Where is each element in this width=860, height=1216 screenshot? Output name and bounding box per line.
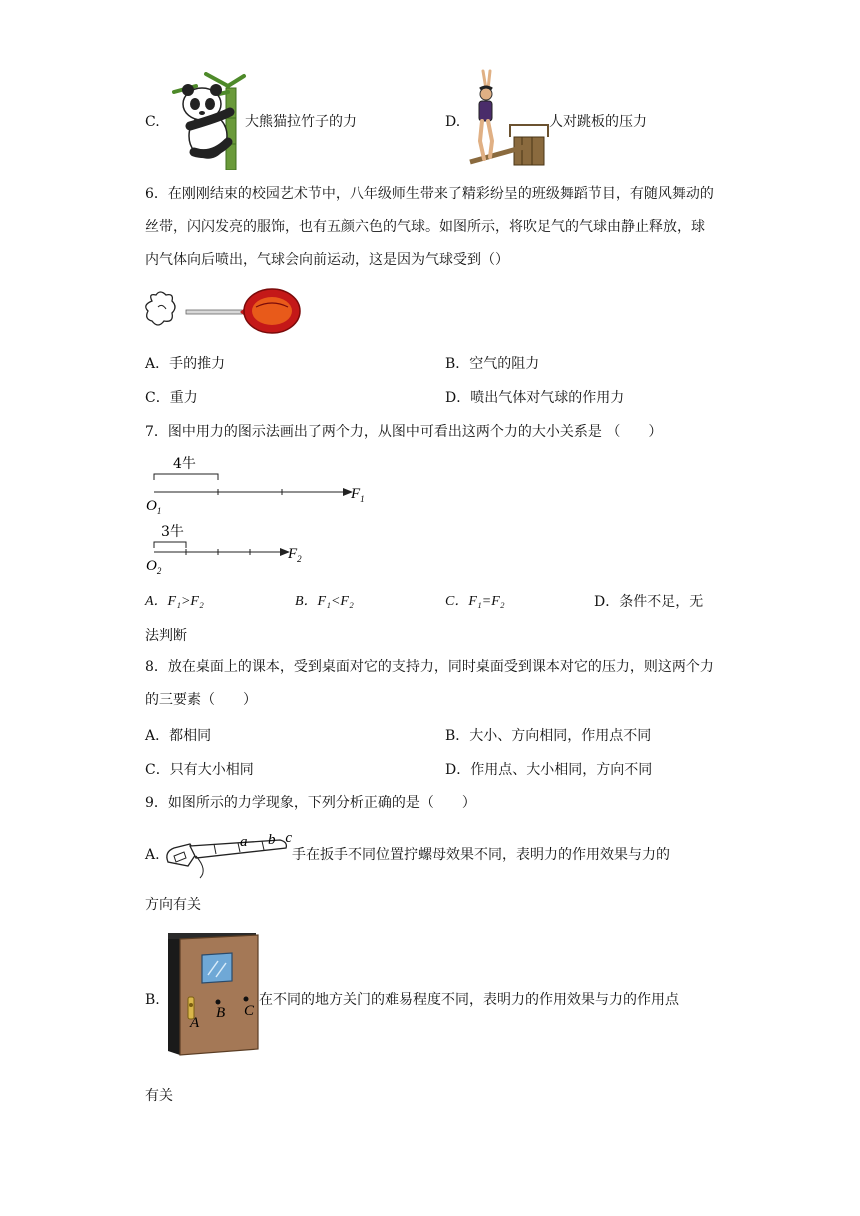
q5-option-c-text: 大熊猫拉竹子的力 <box>245 114 357 130</box>
wrench-label-a: a <box>240 834 248 850</box>
q7-option-a: A．F₁>F₂ <box>145 594 204 609</box>
q6-option-a: A．手的推力 <box>145 356 226 372</box>
q9-option-a-letter: A. <box>145 847 160 863</box>
q6-option-c: C．重力 <box>145 390 198 406</box>
f1-label: $F_1$ <box>351 486 365 504</box>
q5-option-c-letter: C. <box>145 114 160 130</box>
q7-option-c: C．F₁=F₂ <box>445 594 505 609</box>
q5-option-d-text: 人对跳板的压力 <box>549 114 647 130</box>
q9-option-b-text: 在不同的地方关门的难易程度不同，表明力的作用效果与力的作用点 <box>259 992 679 1008</box>
o1-label: $O_1$ <box>146 498 162 516</box>
q9-stem: 9．如图所示的力学现象，下列分析正确的是（ ） <box>145 795 476 811</box>
balloon-figure <box>142 287 302 337</box>
diver-springboard-figure <box>466 67 550 167</box>
q9-option-b-letter: B. <box>145 992 160 1008</box>
q5-option-d-letter: D. <box>445 114 461 130</box>
o2-label: $O_2$ <box>146 558 162 576</box>
force-diagram-figure <box>140 450 380 585</box>
f1-scale-label: 4牛 <box>173 456 196 472</box>
q7-option-d: D．条件不足，无 <box>594 594 704 610</box>
f2-scale-bracket <box>154 542 186 548</box>
q8-stem: 8．放在桌面上的课本，受到桌面对它的支持力，同时桌面受到课本对它的压力，则这两个力的三要素（ ） <box>145 659 714 708</box>
f1-scale-bracket <box>154 474 218 480</box>
q9-option-a-text: 手在扳手不同位置拧螺母效果不同，表明力的作用效果与力的 <box>292 847 670 863</box>
wrench-label-c: c <box>285 830 292 846</box>
door-label-b: B <box>216 1005 226 1021</box>
q6-stem: 6．在刚刚结束的校园艺术节中，八年级师生带来了精彩纷呈的班级舞蹈节目，有随风舞动的丝带，闪闪发亮的服饰，也有五颜六色的气球。如图所示，将吹足气的气球由静止释放，球内气体向后喷出，气球会向前运动，这是因为气球受到（） <box>145 186 714 268</box>
q6-option-d: D．喷出气体对气球的作用力 <box>445 390 625 406</box>
q8-option-a: A．都相同 <box>145 728 212 744</box>
wrench-figure <box>162 826 292 880</box>
q7-option-b: B．F₁<F₂ <box>295 594 354 609</box>
q7-stem: 7．图中用力的图示法画出了两个力，从图中可看出这两个力的大小关系是 （ ） <box>145 424 663 440</box>
door-label-c: C <box>244 1003 255 1019</box>
door-label-a: A <box>190 1015 200 1031</box>
q8-option-c: C．只有大小相同 <box>145 762 254 778</box>
wrench-label-b: b <box>268 832 276 848</box>
f2-label: $F_2$ <box>288 546 302 564</box>
q7-option-d-continued: 法判断 <box>145 628 187 644</box>
q8-option-b: B．大小、方向相同，作用点不同 <box>445 728 652 744</box>
q9-option-b-continued: 有关 <box>145 1088 173 1104</box>
door-figure <box>166 931 260 1057</box>
f2-scale-label: 3牛 <box>161 524 184 540</box>
q9-option-a-continued: 方向有关 <box>145 897 201 913</box>
q8-option-d: D．作用点、大小相同，方向不同 <box>445 762 653 778</box>
panda-bamboo-figure <box>166 72 248 170</box>
q6-option-b: B．空气的阻力 <box>445 356 540 372</box>
